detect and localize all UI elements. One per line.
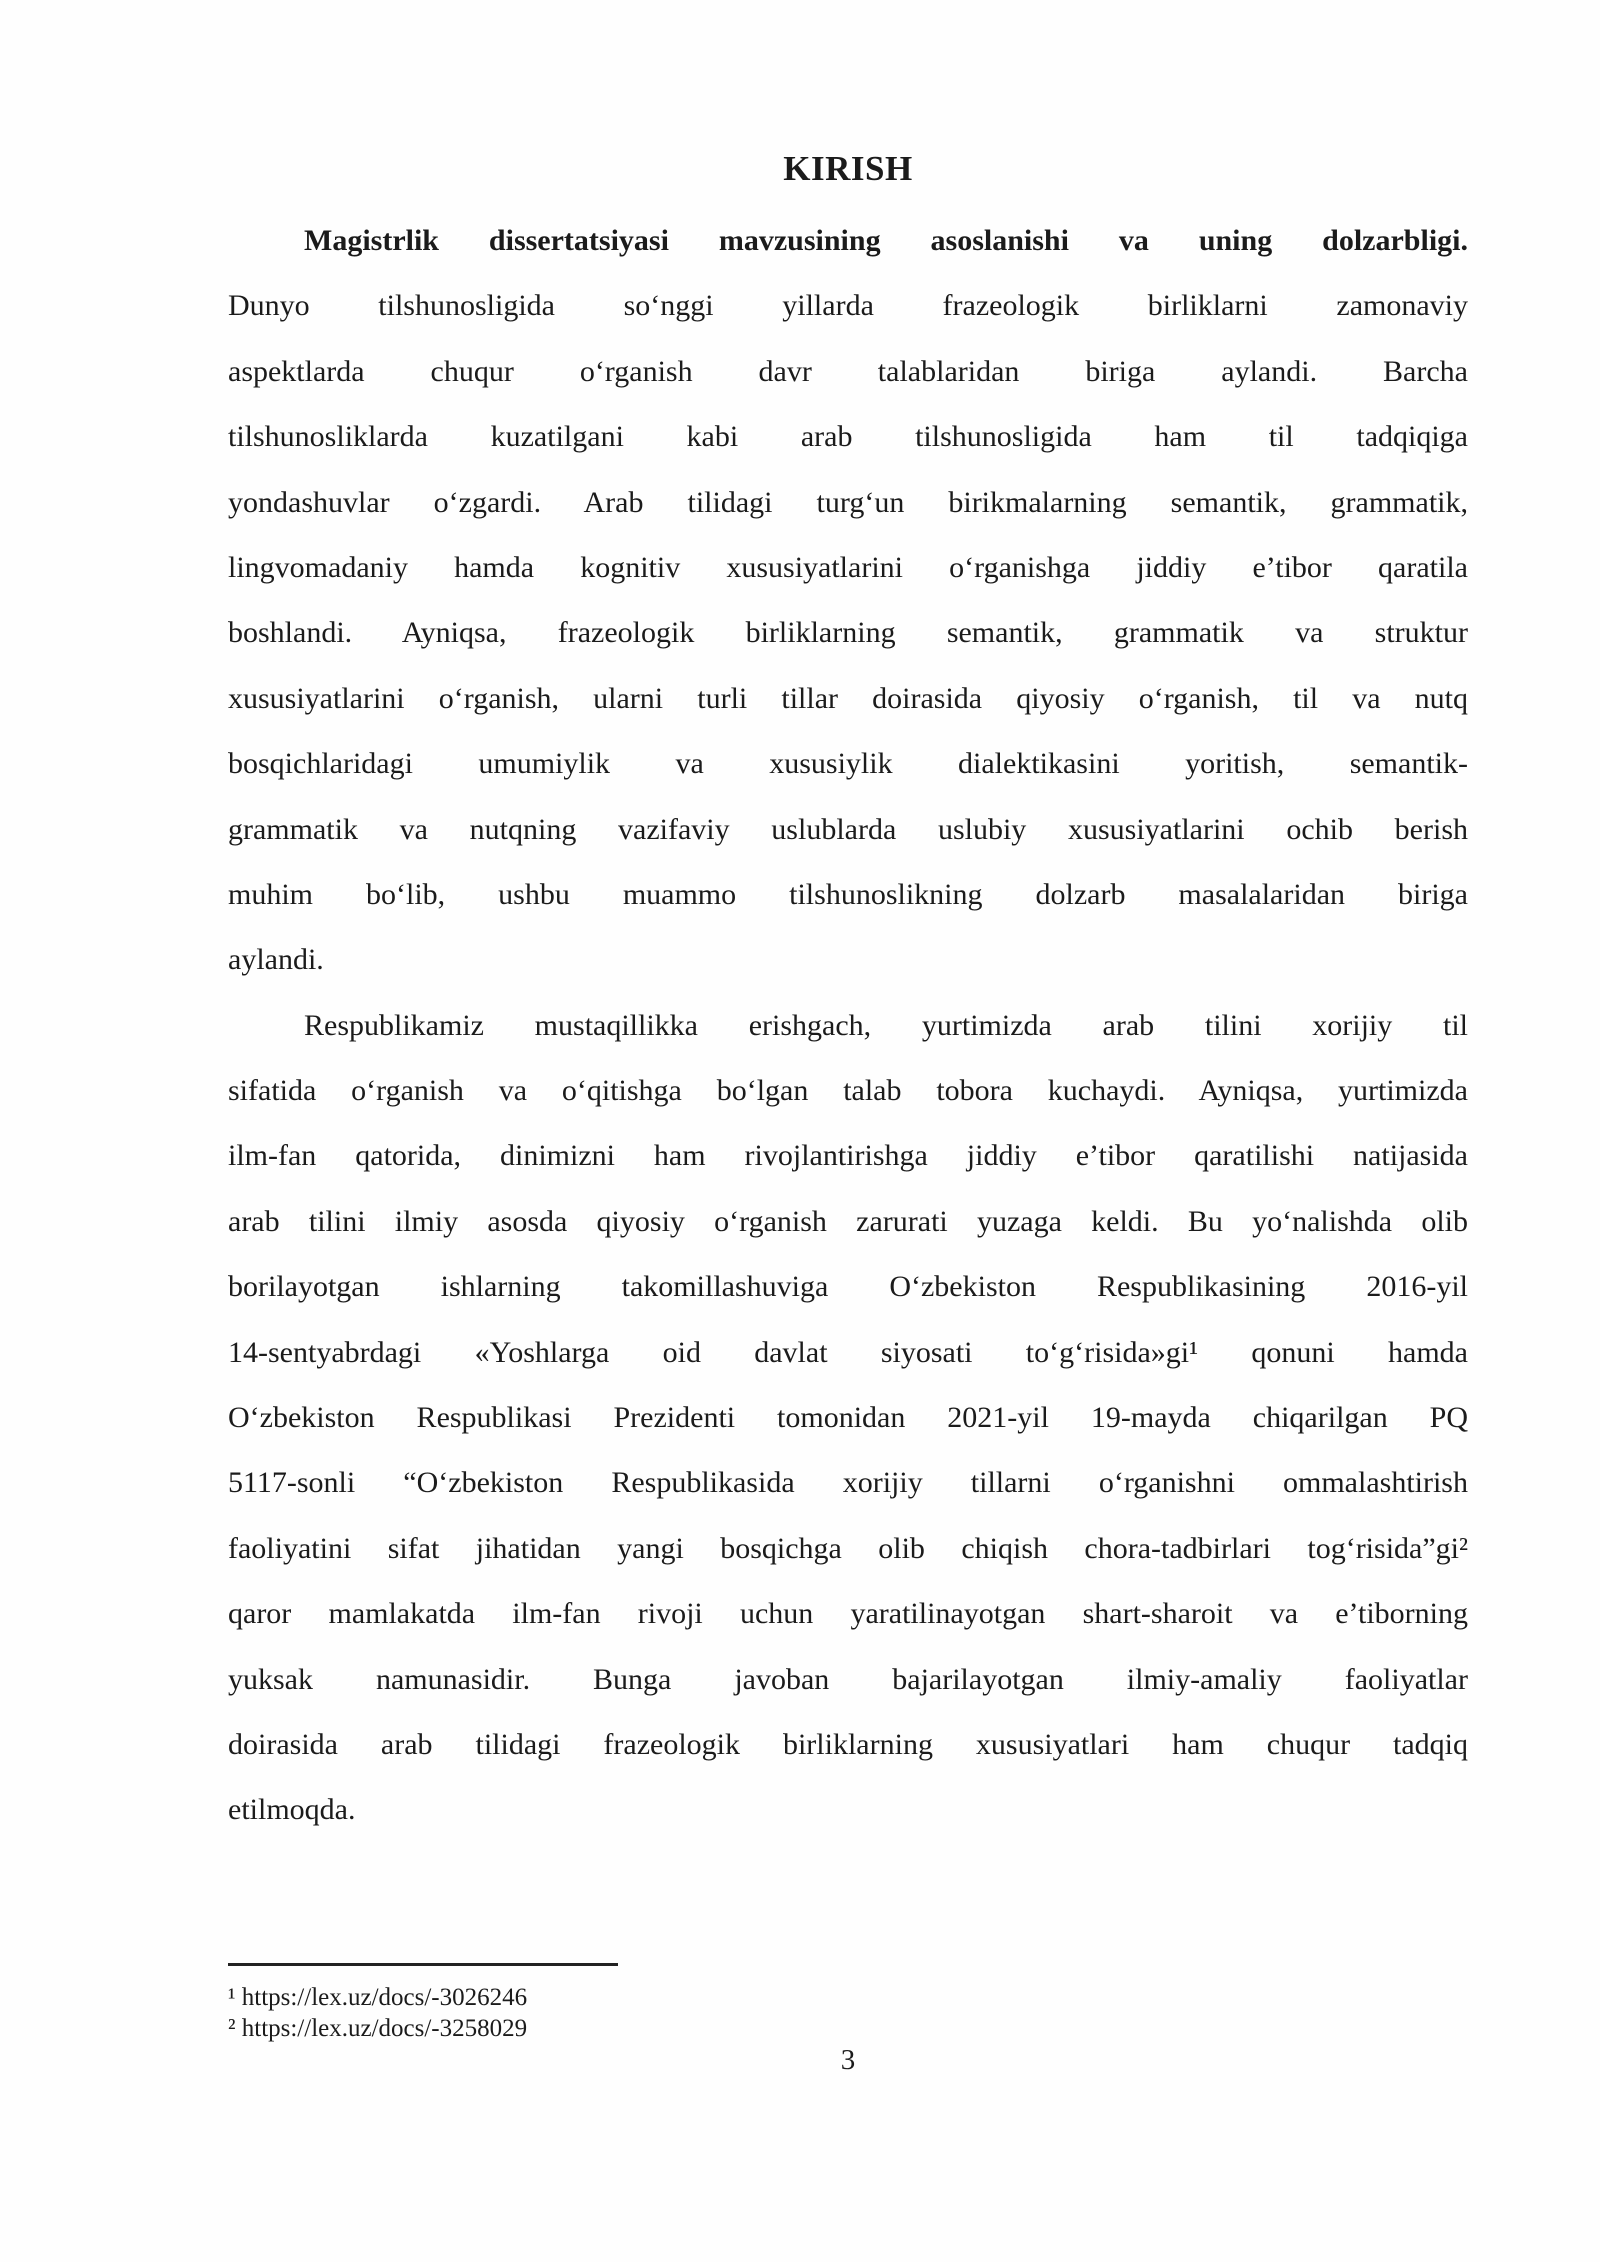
text-line: ilm-fan qatorida, dinimizni ham rivojlantirishga jiddiy e’tibor qaratilishi natijasida <box>228 1139 1468 1173</box>
text-line: grammatik va nutqning vazifaviy uslublarda uslubiy xususiyatlarini ochib berish <box>228 812 1468 846</box>
text-line: Respublikamiz mustaqillikka erishgach, yurtimizda arab tilini xorijiy til <box>304 1008 1468 1042</box>
text-line: aylandi. <box>228 943 324 977</box>
text-line: xususiyatlarini o‘rganish, ularni turli tillar doirasida qiyosiy o‘rganish, til va nutq <box>228 681 1468 715</box>
text-line: etilmoqda. <box>228 1793 356 1827</box>
footnote-separator <box>228 1963 618 1966</box>
text-line: boshlandi. Ayniqsa, frazeologik birliklarning semantik, grammatik va struktur <box>228 616 1468 650</box>
page-title: KIRISH <box>783 149 913 188</box>
text-line: sifatida o‘rganish va o‘qitishga bo‘lgan talab tobora kuchaydi. Ayniqsa, yurtimizda <box>228 1074 1468 1108</box>
text-line: bosqichlaridagi umumiylik va xususiylik dialektikasini yoritish, semantik- <box>228 747 1468 781</box>
text-line: yuksak namunasidir. Bunga javoban bajarilayotgan ilmiy-amaliy faoliyatlar <box>228 1662 1468 1696</box>
text-line: yondashuvlar o‘zgardi. Arab tilidagi turg‘un birikmalarning semantik, grammatik, <box>228 485 1468 519</box>
text-line: 14-sentyabrdagi «Yoshlarga oid davlat siyosati to‘g‘risida»gi¹ qonuni hamda <box>228 1335 1468 1369</box>
text-line: 5117-sonli “O‘zbekiston Respublikasida xorijiy tillarni o‘rganishni ommalashtirish <box>228 1466 1468 1500</box>
document-body <box>228 208 1468 1843</box>
text-line: borilayotgan ishlarning takomillashuviga O‘zbekiston Respublikasining 2016-yil <box>228 1270 1468 1304</box>
footnote: ² https://lex.uz/docs/-3258029 <box>228 2015 528 2042</box>
text-line: O‘zbekiston Respublikasi Prezidenti tomonidan 2021-yil 19-mayda chiqarilgan PQ <box>228 1401 1468 1435</box>
footnote: ¹ https://lex.uz/docs/-3026246 <box>228 1984 528 2011</box>
footnotes <box>228 1982 1468 2044</box>
text-line: Magistrlik dissertatsiyasi mavzusining asoslanishi va uning dolzarbligi. <box>304 224 1468 257</box>
text-line: aspektlarda chuqur o‘rganish davr talablaridan biriga aylandi. Barcha <box>228 354 1468 388</box>
text-line: arab tilini ilmiy asosda qiyosiy o‘rganish zarurati yuzaga keldi. Bu yo‘nalishda olib <box>228 1204 1468 1238</box>
text-line: tilshunosliklarda kuzatilgani kabi arab tilshunosligida ham til tadqiqiga <box>228 420 1468 454</box>
text-line: Dunyo tilshunosligida so‘nggi yillarda frazeologik birliklarni zamonaviy <box>228 289 1468 323</box>
text-line: qaror mamlakatda ilm-fan rivoji uchun yaratilinayotgan shart-sharoit va e’tiborning <box>228 1597 1468 1631</box>
text-line: faoliyatini sifat jihatidan yangi bosqichga olib chiqish chora-tadbirlari tog‘risida”gi² <box>228 1531 1468 1565</box>
text-line: lingvomadaniy hamda kognitiv xususiyatlarini o‘rganishga jiddiy e’tibor qaratila <box>228 550 1468 584</box>
text-line: muhim bo‘lib, ushbu muammo tilshunoslikning dolzarb masalalaridan biriga <box>228 877 1468 911</box>
page-number: 3 <box>840 2044 856 2076</box>
text-line: doirasida arab tilidagi frazeologik birliklarning xususiyatlari ham chuqur tadqiq <box>228 1727 1468 1761</box>
